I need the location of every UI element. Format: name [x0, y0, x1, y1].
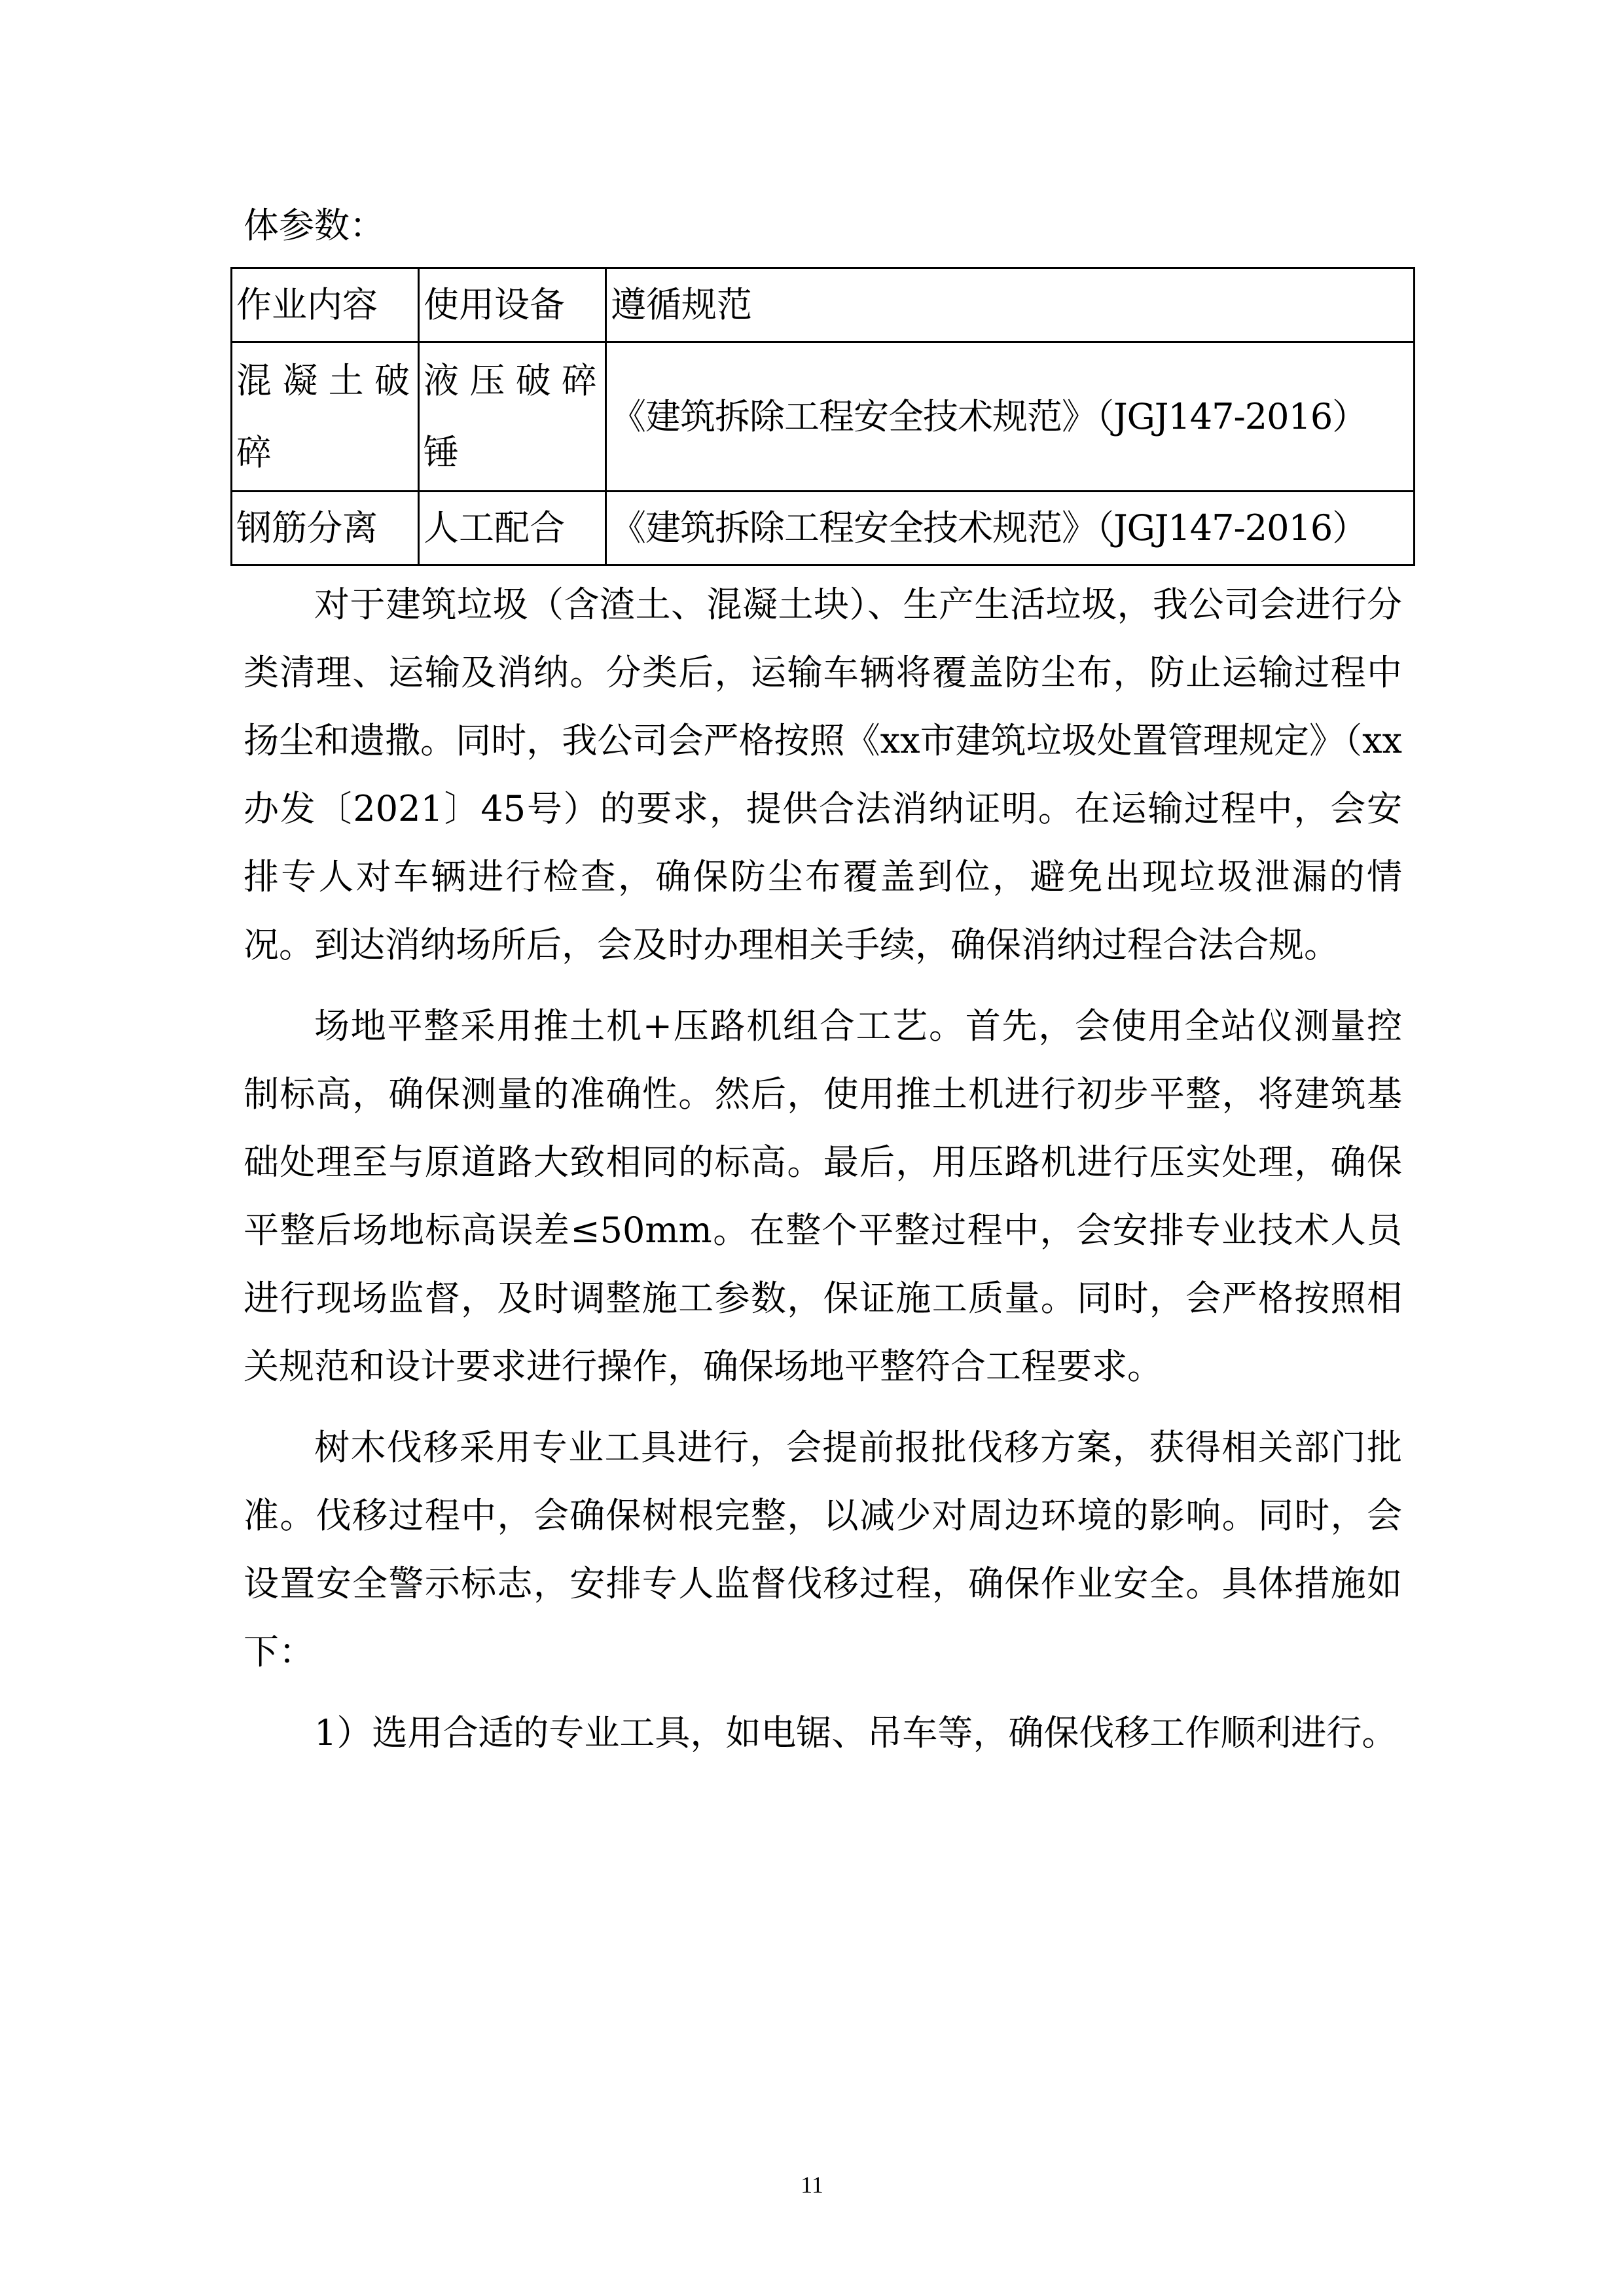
table-cell: 人工配合 — [419, 492, 606, 565]
page-number: 11 — [801, 2172, 823, 2198]
paragraph-waste-disposal: 对于建筑垃圾（含渣土、混凝土块）、生产生活垃圾，我公司会进行分类清理、运输及消纳。分类后，运输车辆将覆盖防尘布，防止运输过程中扬尘和遗撒。同时，我公司会严格按照《xx市建筑垃圾处置管理规定》（xx办发〔2021〕45号）的要求，提供合法消纳证明。在运输过程中，会安排专人对车辆进行检查，确保防尘布覆盖到位，避免出现垃圾泄漏的情况。到达消纳场所后，会及时办理相关手续，确保消纳过程合法合规。 — [244, 584, 1402, 965]
table-cell: 钢筋分离 — [232, 492, 419, 565]
table-cell: 液压破碎锤 — [419, 342, 606, 492]
body-text — [244, 571, 1402, 1767]
table-cell: 混凝土破碎 — [232, 342, 419, 492]
operation-spec-table — [230, 267, 1415, 566]
paragraph-site-leveling: 场地平整采用推土机+压路机组合工艺。首先，会使用全站仪测量控制标高，确保测量的准确性。然后，使用推土机进行初步平整，将建筑基础处理至与原道路大致相同的标高。最后，用压路机进行压实处理，确保平整后场地标高误差≤50mm。在整个平整过程中，会安排专业技术人员进行现场监督，及时调整施工参数，保证施工质量。同时，会严格按照相关规范和设计要求进行操作，确保场地平整符合工程要求。 — [244, 1005, 1402, 1387]
lead-text: 体参数： — [244, 205, 385, 246]
table-cell: 遵循规范 — [606, 268, 1415, 342]
paragraph-tree-removal: 树木伐移采用专业工具进行，会提前报批伐移方案，获得相关部门批准。伐移过程中，会确保树根完整，以减少对周边环境的影响。同时，会设置安全警示标志，安排专人监督伐移过程，确保作业安全。具体措施如下： — [244, 1427, 1402, 1672]
table-row — [232, 342, 1415, 492]
table-cell: 使用设备 — [419, 268, 606, 342]
table-cell: 作业内容 — [232, 268, 419, 342]
table-cell: 《建筑拆除工程安全技术规范》（JGJ147-2016） — [606, 342, 1415, 492]
paragraph-measure-1: 1）选用合适的专业工具，如电锯、吊车等，确保伐移工作顺利进行。 — [314, 1712, 1398, 1753]
table-cell: 《建筑拆除工程安全技术规范》（JGJ147-2016） — [606, 492, 1415, 565]
table-row — [232, 492, 1415, 565]
table-header-row — [232, 268, 1415, 342]
